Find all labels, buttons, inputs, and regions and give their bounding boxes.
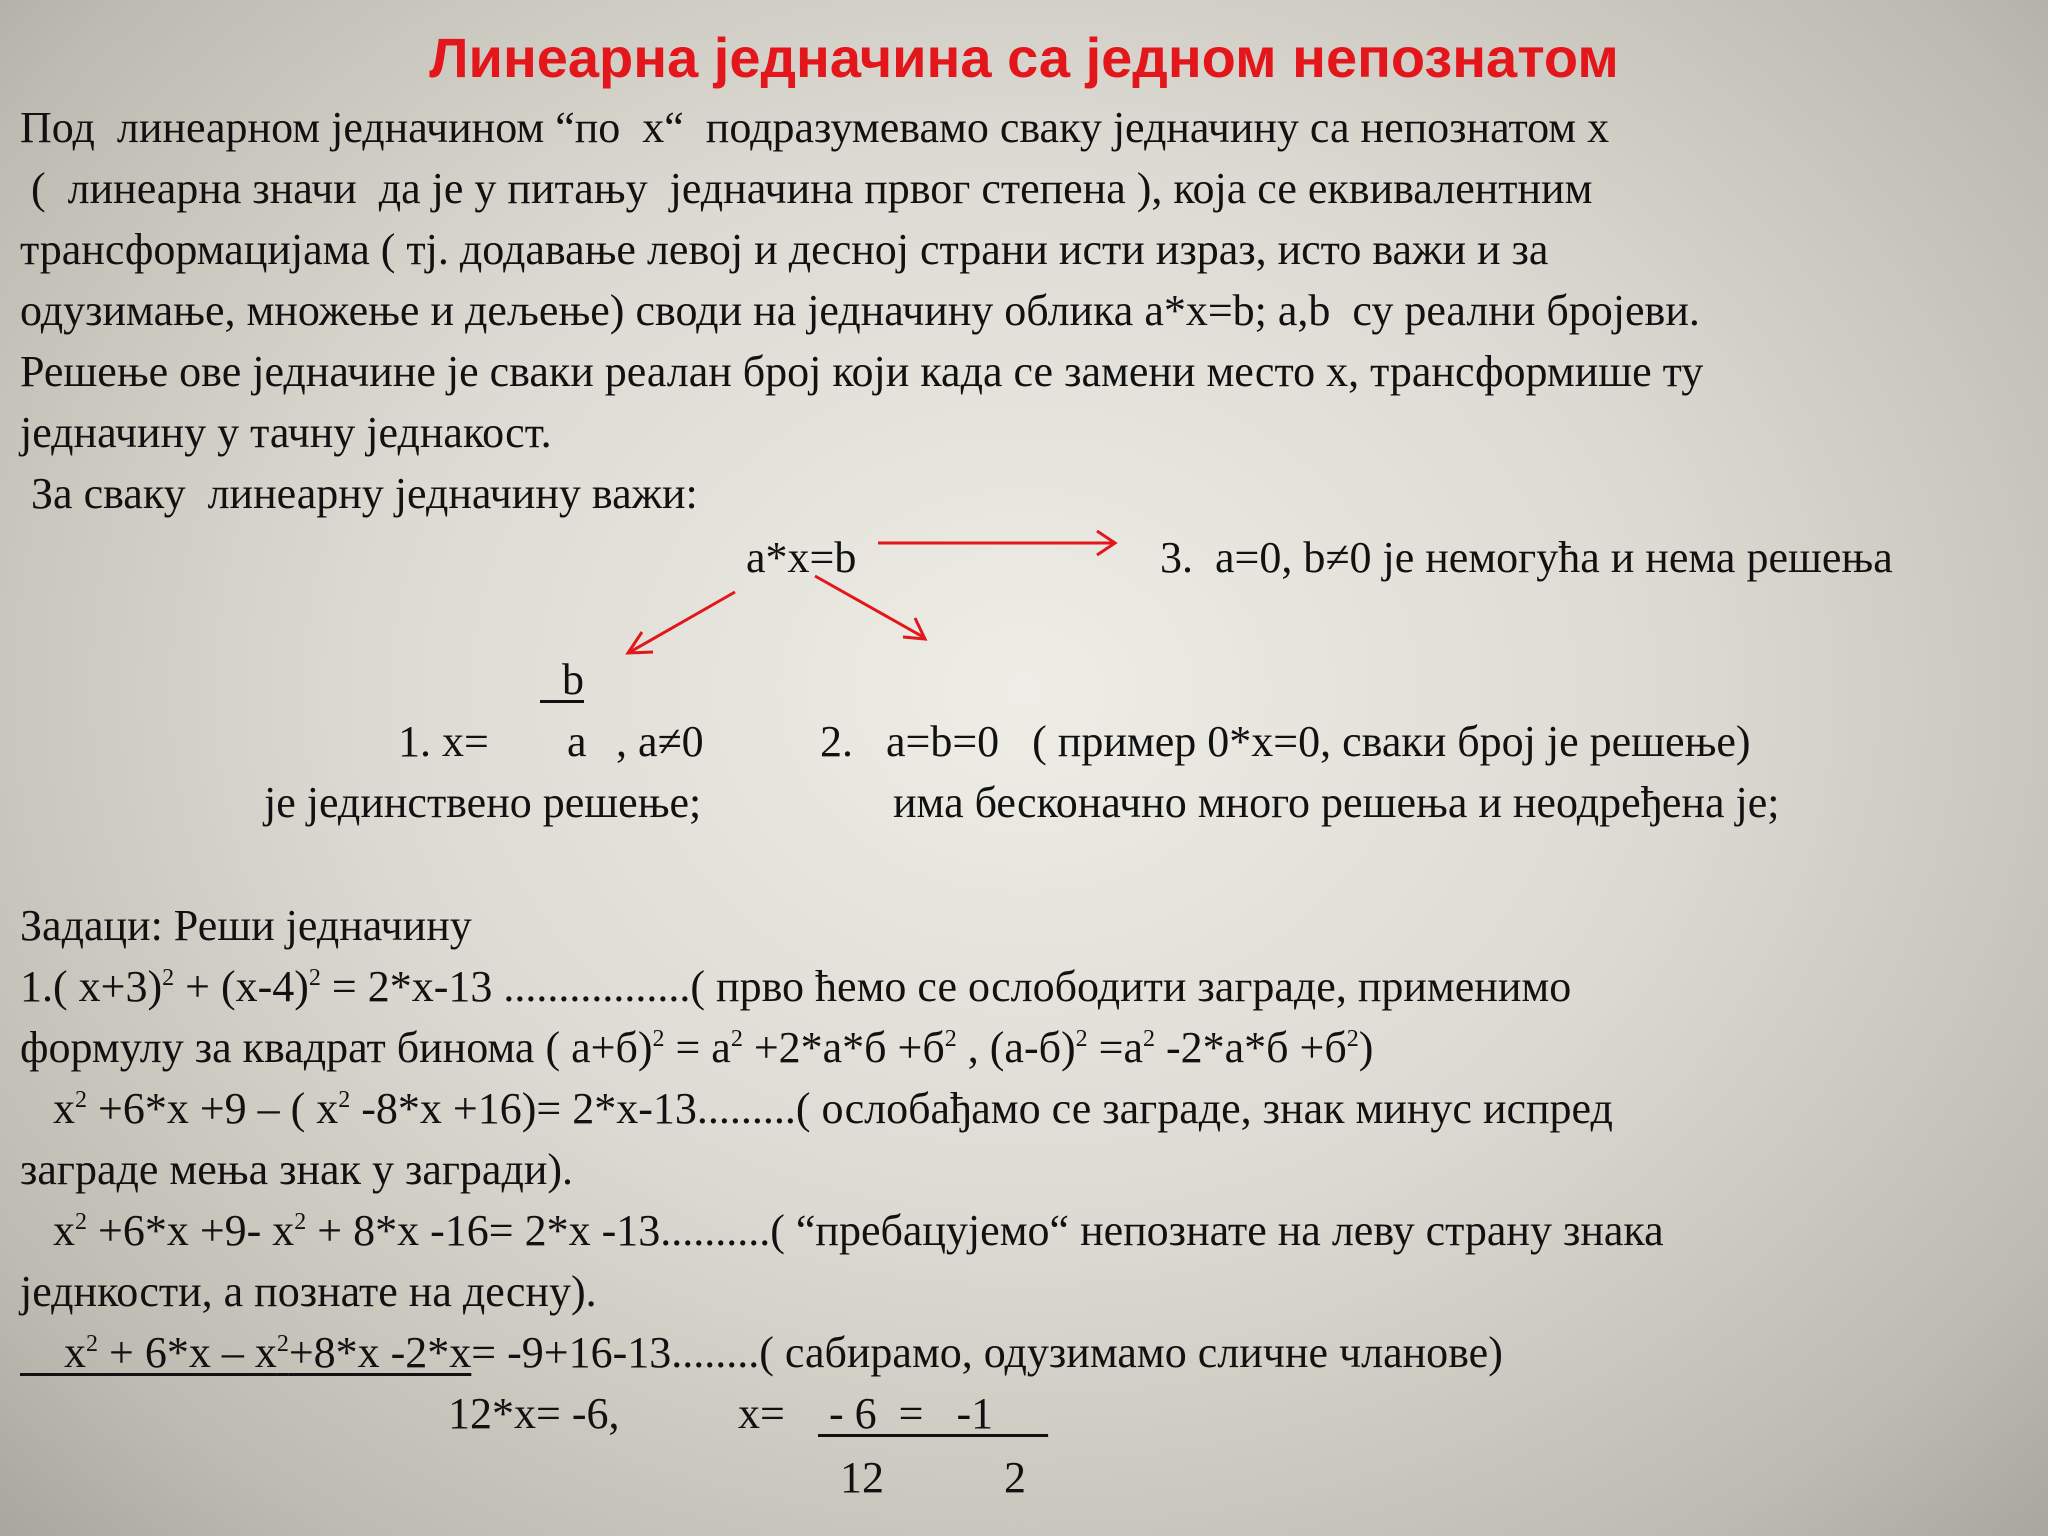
task-line-5: $x^2 +6*x +9-$ $x^2 + 8*x$ -16= 2*x -13..........( “пребацујемо“ непознате на леву страну знака [20,1206,1664,1255]
intro-line-5: Решење ове једначине је сваки реалан број који када се замени место x, трансформише ту [20,347,1704,396]
task-line-3: $x^2 +6*x +9$ – ( $x^2$ -8*x +16)= 2*x-13.........( ослобађамо се заграде, знак минус испред [20,1084,1613,1133]
slide-title: Линеарна једначина са једном непознатом [429,26,1619,89]
arrowhead-case-3 [1097,531,1115,555]
intro-line-4: одузимање, множење и дељење) своди на једначину облика a*x=b; a,b су реални бројеви. [20,286,1700,335]
case-1-note: је јединствено решење; [264,778,702,827]
task-line-8-fraction-numerator: - 6 = -1 [818,1389,1049,1438]
task-line-1: 1.( $x+3)^2 + (x-4)^2 = 2*x-13$ .................( прво ћемо се ослободити заграде, применимо [20,962,1572,1011]
task-line-8-denominator-2: 2 [1004,1453,1026,1502]
case-1-lhs: 1. x= [398,717,489,766]
equation-center: a*x=b [746,533,857,582]
intro-line-3: трансформацијама ( тј. додавање левој и десној страни исти израз, исто важи и за [20,225,1549,274]
task-line-4: заграде мења знак у загради). [20,1145,574,1194]
tasks-heading: Задаци: Реши једначину [20,901,472,950]
task-line-8-equation: 12*x= -6, [448,1389,620,1438]
case-3: 3. a=0, b≠0 је немогућа и нема решења [1160,533,1893,582]
case-1-fraction-denominator: a [567,717,587,766]
intro-line-1: Под линеарном једначином “по x“ подразумевамо сваку једначину са непознатом x [20,103,1610,152]
case-2: 2. a=b=0 ( пример 0*x=0, сваки број је решење) [820,717,1751,766]
arrow-to-case-1 [630,592,735,652]
rule-heading: За сваку линеарну једначину важи: [20,469,698,518]
case-2-note: има бесконачно много решења и неодређена је; [893,778,1780,827]
task-line-2: формулу за квадрат бинома ( $a+б)^2 = a^2 +2*a*б +б^2$ , $(a-б)^2 =a^2$ $-2*a*б +б^2$) [20,1023,1374,1072]
case-1-fraction-numerator: b [562,655,584,704]
task-line-7: $x^2 + 6*x - x^2+8*x$ -2*x= -9+16-13........( сабирамо, одузимамо сличне чланове) [20,1328,1503,1377]
task-line-8-x: x= [738,1389,785,1438]
intro-line-2: ( линеарна значи да је у питању једначина првог степена ), која се еквивалентним [20,164,1593,213]
arrowhead-case-2 [903,618,925,639]
arrowhead-case-1 [628,632,653,653]
task-line-6: једнкости, а познате на десну). [20,1267,597,1316]
intro-line-6: једначину у тачну једнакост. [20,408,552,457]
task-line-8-denominator-1: 12 [840,1453,884,1502]
case-1-condition: , a≠0 [616,717,704,766]
